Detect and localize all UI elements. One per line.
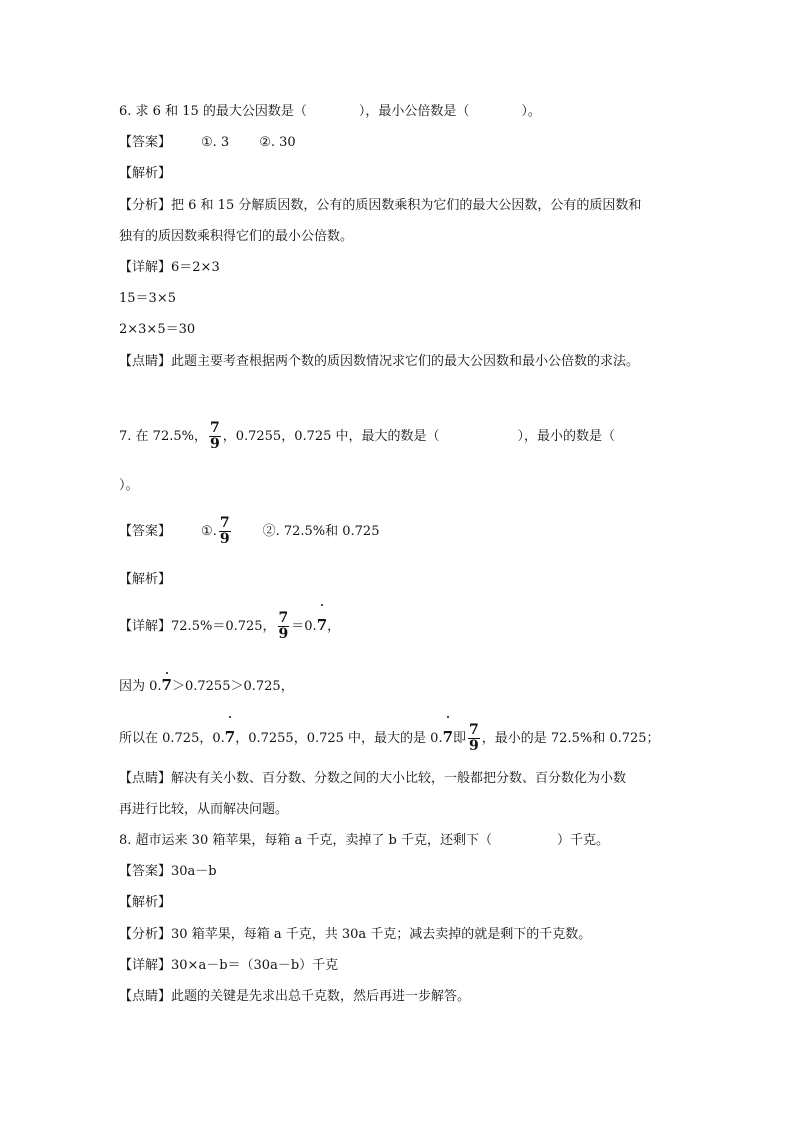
xiangjie-label: 【详解】 <box>119 958 172 973</box>
fraction-seven-ninths: $\frac{7}{9}$ <box>219 515 230 547</box>
fenxi-label: 【分析】 <box>119 927 172 942</box>
answer-label: 【答案】 <box>119 524 172 539</box>
xiangjie-label: 【详解】 <box>119 619 172 634</box>
xiangjie-label: 【详解】 <box>119 260 172 275</box>
repeating-digit: 7 <box>317 608 327 642</box>
answer-1: ①. 3 <box>201 135 230 150</box>
q6-dianjing: 【点睛】此题主要考查根据两个数的质因数情况求它们的最大公因数和最小公倍数的求法。 <box>119 354 640 369</box>
q6-fenxi-1: 【分析】把 6 和 15 分解质因数，公有的质因数乘积为它们的最大公因数，公有的质因数和 <box>119 198 642 213</box>
fraction-seven-ninths: $\frac{7}{9}$ <box>469 722 479 754</box>
q7-analysis-label: 【解析】 <box>119 572 172 587</box>
q8-dianjing: 【点睛】此题的关键是先求出总千克数，然后再进一步解答。 <box>119 989 471 1004</box>
q8-answer: 【答案】30a－b <box>119 864 217 879</box>
answer-label: 【答案】 <box>119 135 172 150</box>
answer-2: ②. 30 <box>259 135 296 150</box>
dianjing-label: 【点睛】 <box>119 989 172 1004</box>
q6-xiangjie-3: 2×3×5＝30 <box>119 322 196 337</box>
q6-analysis-label: 【解析】 <box>119 166 172 181</box>
q7-question: 7. 在 72.5%， $\frac{7}{9}$ ，0.7255，0.725 中，最大的数是（ ），最小的数是（ <box>119 420 616 452</box>
repeating-digit: 7 <box>161 676 172 694</box>
q8-xiangjie: 【详解】30×a－b＝（30a－b）千克 <box>119 958 339 973</box>
q6-xiangjie-1: 【详解】6＝2×3 <box>119 260 220 275</box>
answer-label: 【答案】 <box>119 864 172 879</box>
q7-dianjing-1: 【点睛】解决有关小数、百分数、分数之间的大小比较，一般都把分数、百分数化为小数 <box>119 771 627 786</box>
fenxi-label: 【分析】 <box>119 198 172 213</box>
q7-xiangjie-1: 【详解】72.5%＝0.725， $\frac{7}{9}$ ＝0.7， <box>119 610 341 642</box>
dianjing-label: 【点睛】 <box>119 771 172 786</box>
q6-xiangjie-2: 15＝3×5 <box>119 291 176 306</box>
q6-fenxi-2: 独有的质因数乘积得它们的最小公倍数。 <box>119 229 354 244</box>
q8-question: 8. 超市运来 30 箱苹果，每箱 a 千克，卖掉了 b 千克，还剩下（ ）千克。 <box>119 833 609 848</box>
fraction-seven-ninths: $\frac{7}{9}$ <box>278 610 289 642</box>
q7-question-line2: ）。 <box>119 478 139 493</box>
q6-question: 6. 求 6 和 15 的最大公因数是（ ），最小公倍数是（ ）。 <box>119 104 541 119</box>
repeating-digit: 7 <box>443 720 453 754</box>
dianjing-label: 【点睛】 <box>119 354 172 369</box>
fraction-seven-ninths: $\frac{7}{9}$ <box>209 420 220 452</box>
q8-analysis-label: 【解析】 <box>119 895 172 910</box>
repeating-digit: 7 <box>225 720 235 754</box>
q7-answer: 【答案】 ①. $\frac{7}{9}$ ②. 72.5%和 0.725 <box>119 515 380 547</box>
answer-2: ②. 72.5%和 0.725 <box>262 524 380 539</box>
q7-dianjing-2: 再进行比较，从而解决问题。 <box>119 802 289 817</box>
q6-answer <box>119 134 296 152</box>
q8-fenxi: 【分析】30 箱苹果，每箱 a 千克，共 30a 千克；减去卖掉的就是剩下的千克数。 <box>119 927 592 942</box>
q7-xiangjie-3: 所以在 0.725，0.7，0.7255，0.725 中，最大的是 0.7即 $\frac{7}{9}$ ，最小的是 72.5%和 0.725； <box>119 722 660 754</box>
q7-xiangjie-2: 因为 0.7＞0.7255＞0.725， <box>119 676 294 694</box>
